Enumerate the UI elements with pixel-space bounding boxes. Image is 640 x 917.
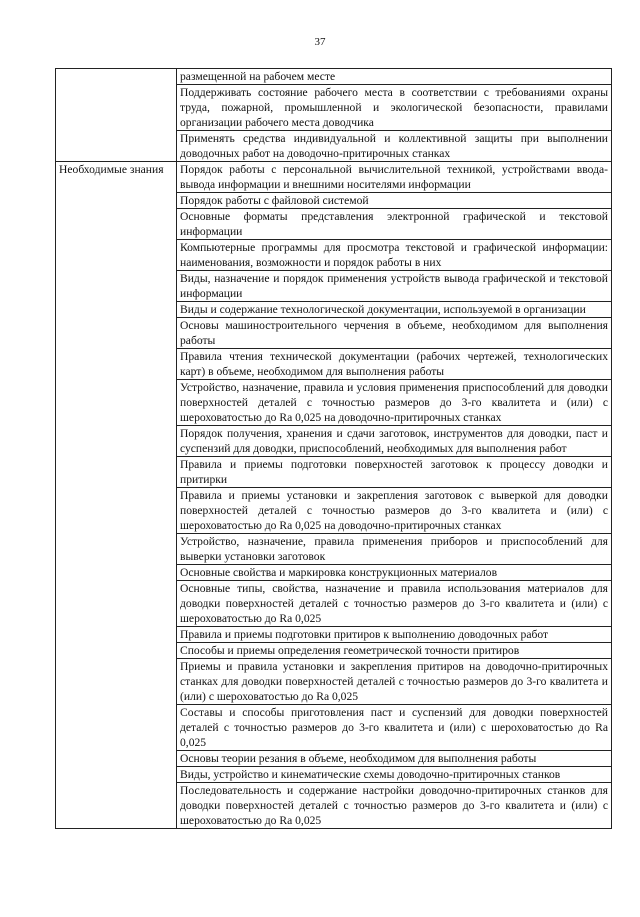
table-body: [56, 69, 612, 829]
requirement-item: Правила и приемы установки и закрепления заготовок с выверкой для доводки поверхностей деталей с точностью размеров до 3-го квалитета и (или) с шероховатостью до Ra 0,025 на доводочно-притирочных станках: [177, 488, 612, 534]
requirement-item: Основы машиностроительного черчения в объеме, необходимом для выполнения работы: [177, 318, 612, 349]
table-row: [56, 162, 612, 193]
section-label-empty: [56, 69, 177, 162]
table-row: [56, 69, 612, 85]
requirement-item: Виды, назначение и порядок применения устройств вывода графической и текстовой информации: [177, 271, 612, 302]
requirement-item: Поддерживать состояние рабочего места в соответствии с требованиями охраны труда, пожарной, промышленной и экологической безопасности, правилами организации рабочего места доводчика: [177, 85, 612, 131]
requirement-item: Правила и приемы подготовки притиров к выполнению доводочных работ: [177, 627, 612, 643]
requirement-item: Основные типы, свойства, назначение и правила использования материалов для доводки поверхностей деталей с точностью размеров до 3-го квалитета и (или) с шероховатостью до Ra 0,025: [177, 581, 612, 627]
requirement-item: Последовательность и содержание настройки доводочно-притирочных станков для доводки поверхностей деталей с точностью размеров до 3-го квалитета и (или) с шероховатостью до Ra 0,025: [177, 783, 612, 829]
section-label-knowledge: Необходимые знания: [56, 162, 177, 829]
requirement-item: Виды и содержание технологической документации, используемой в организации: [177, 302, 612, 318]
requirement-item: Компьютерные программы для просмотра текстовой и графической информации: наименования, возможности и порядок работы в них: [177, 240, 612, 271]
requirement-item: Основные свойства и маркировка конструкционных материалов: [177, 565, 612, 581]
requirement-item: Основы теории резания в объеме, необходимом для выполнения работы: [177, 751, 612, 767]
requirement-item: Порядок получения, хранения и сдачи заготовок, инструментов для доводки, паст и суспензий для доводки, приспособлений, необходимых для выполнения работ: [177, 426, 612, 457]
requirement-item: Применять средства индивидуальной и коллективной защиты при выполнении доводочных работ на доводочно-притирочных станках: [177, 131, 612, 162]
requirement-item: Основные форматы представления электронной графической и текстовой информации: [177, 209, 612, 240]
requirement-item: Приемы и правила установки и закрепления притиров на доводочно-притирочных станках для доводки поверхностей деталей с точностью размеров до 3-го квалитета и (или) с шероховатостью до Ra 0,025: [177, 659, 612, 705]
requirement-item: Способы и приемы определения геометрической точности притиров: [177, 643, 612, 659]
competency-table: [55, 68, 612, 829]
page-number: 37: [314, 36, 326, 48]
requirement-item: Составы и способы приготовления паст и суспензий для доводки поверхностей деталей с точностью размеров до 3-го квалитета и (или) с шероховатостью до Ra 0,025: [177, 705, 612, 751]
requirement-item: Правила и приемы подготовки поверхностей заготовок к процессу доводки и притирки: [177, 457, 612, 488]
requirement-item: Устройство, назначение, правила применения приборов и приспособлений для выверки установки заготовок: [177, 534, 612, 565]
requirement-item: Правила чтения технической документации (рабочих чертежей, технологических карт) в объеме, необходимом для выполнения работы: [177, 349, 612, 380]
requirement-item: Порядок работы с файловой системой: [177, 193, 612, 209]
requirement-item: Устройство, назначение, правила и условия применения приспособлений для доводки поверхностей деталей с точностью размеров до 3-го квалитета и (или) с шероховатостью до Ra 0,025 на доводочно-притирочных станках: [177, 380, 612, 426]
requirement-item: Виды, устройство и кинематические схемы доводочно-притирочных станков: [177, 767, 612, 783]
requirement-item: Порядок работы с персональной вычислительной техникой, устройствами ввода-вывода информации и внешними носителями информации: [177, 162, 612, 193]
requirement-item: размещенной на рабочем месте: [177, 69, 612, 85]
